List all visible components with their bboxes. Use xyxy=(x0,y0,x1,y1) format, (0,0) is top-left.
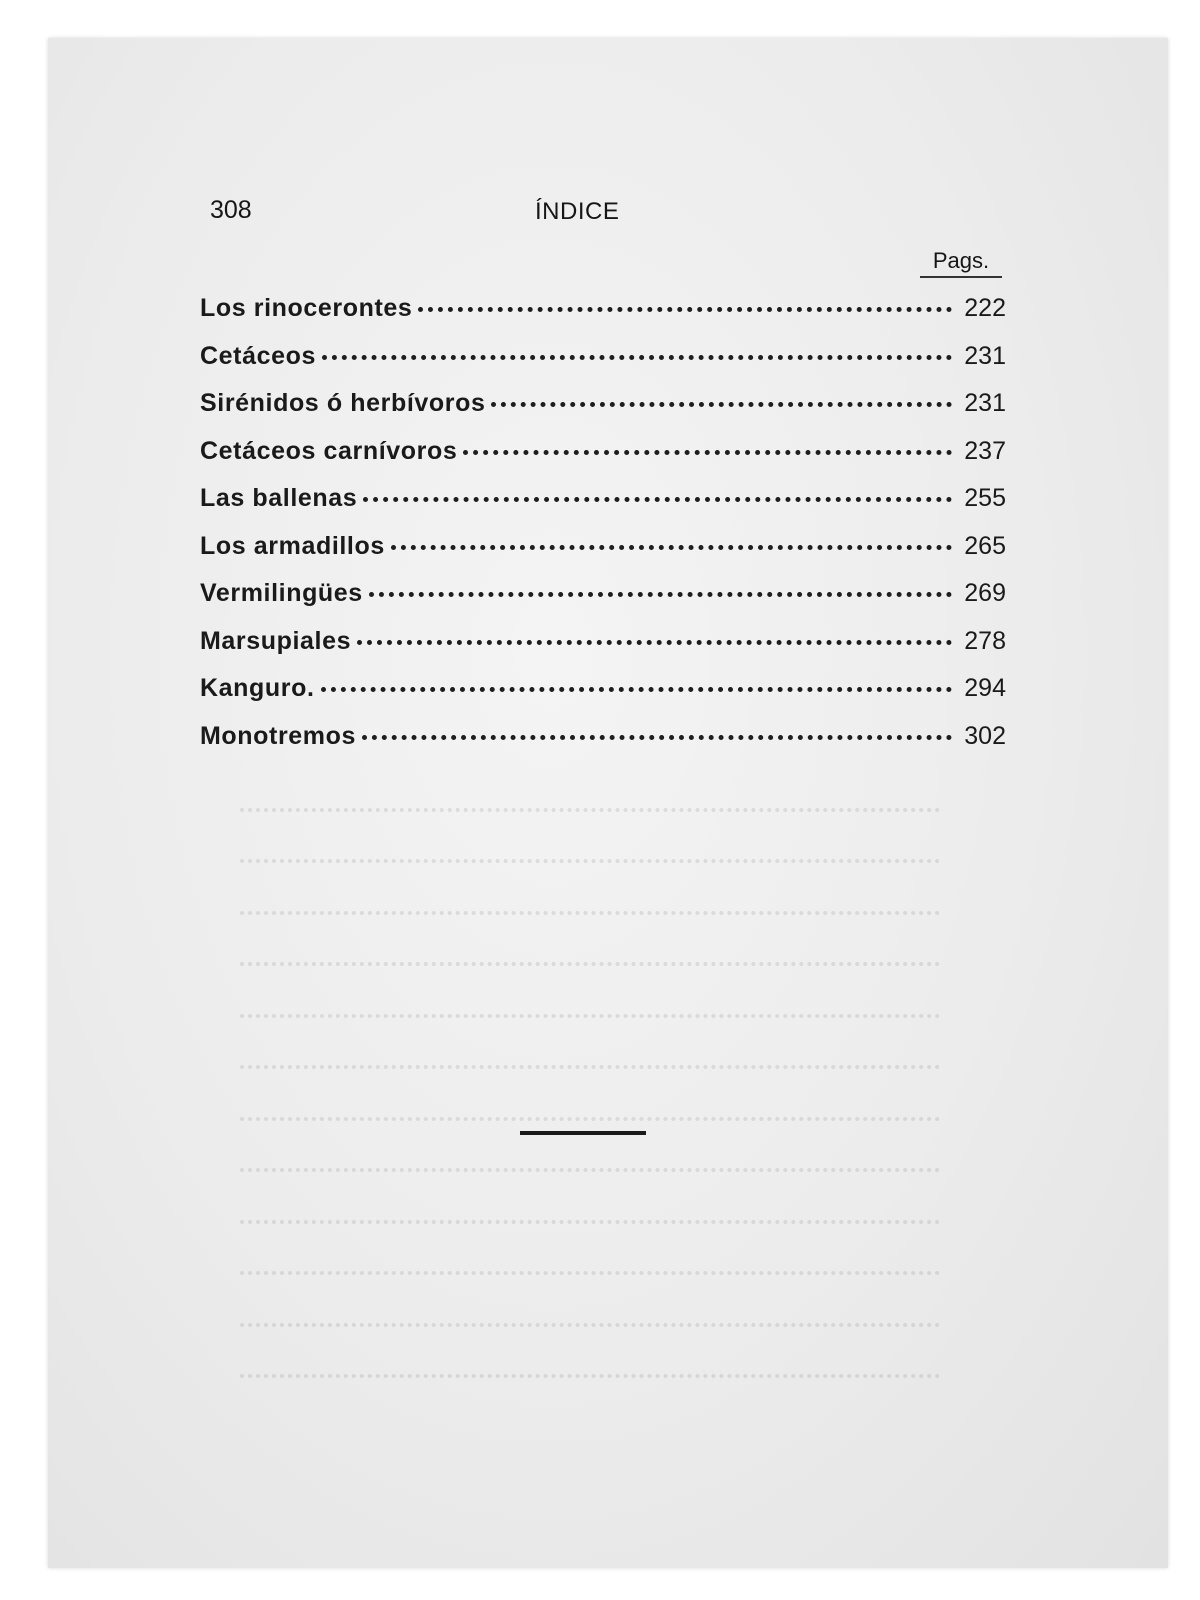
toc-entry-page: 302 xyxy=(964,721,1006,750)
toc-entry-page: 231 xyxy=(964,389,1006,417)
toc-entry xyxy=(200,532,1006,580)
dot-leader xyxy=(362,735,952,740)
bleed-through-row xyxy=(240,1224,940,1276)
dot-leader xyxy=(357,640,952,645)
dot-leader xyxy=(463,450,952,455)
bleed-through-row xyxy=(240,1275,940,1327)
toc-entry-page: 255 xyxy=(964,484,1006,512)
toc-entry xyxy=(200,579,1006,627)
bleed-through-texture xyxy=(180,760,980,1360)
dot-leader xyxy=(391,545,952,550)
toc-entry-page: 231 xyxy=(964,341,1006,370)
toc-entry xyxy=(200,294,1006,342)
pags-column-header: Pags. xyxy=(920,248,1002,278)
bleed-through-row xyxy=(240,863,940,915)
table-of-contents xyxy=(200,294,1006,769)
toc-entry xyxy=(200,674,1006,722)
toc-entry-page: 237 xyxy=(964,436,1006,465)
dot-leader xyxy=(321,687,952,692)
toc-entry-label: Marsupiales xyxy=(200,626,352,655)
end-rule-divider xyxy=(520,1131,646,1135)
toc-entry-page: 222 xyxy=(964,294,1006,322)
bleed-through-row xyxy=(240,760,940,812)
toc-entry-label: Kanguro. xyxy=(200,674,315,702)
bleed-through-row xyxy=(240,1327,940,1379)
toc-entry-label: Sirénidos ó herbívoros xyxy=(200,389,486,417)
bleed-through-row xyxy=(240,1069,940,1121)
toc-entry-page: 294 xyxy=(964,674,1006,702)
bleed-through-row xyxy=(240,812,940,864)
toc-entry-page: 269 xyxy=(964,579,1006,607)
bleed-through-row xyxy=(240,915,940,967)
page-number: 308 xyxy=(210,196,252,224)
bleed-through-row xyxy=(240,966,940,1018)
toc-entry-page: 265 xyxy=(964,531,1006,560)
bleed-through-row xyxy=(240,1172,940,1224)
page-title: ÍNDICE xyxy=(535,198,620,225)
toc-entry xyxy=(200,484,1006,532)
dot-leader xyxy=(363,497,952,502)
dot-leader xyxy=(322,355,952,360)
toc-entry-page: 278 xyxy=(964,626,1006,655)
toc-entry-label: Vermilingües xyxy=(200,579,363,607)
toc-entry xyxy=(200,627,1006,675)
toc-entry-label: Las ballenas xyxy=(200,484,358,512)
toc-entry-label: Cetáceos carnívoros xyxy=(200,436,458,465)
toc-entry-label: Los armadillos xyxy=(200,531,385,560)
toc-entry-label: Monotremos xyxy=(200,721,356,750)
dot-leader xyxy=(418,307,952,312)
toc-entry xyxy=(200,342,1006,390)
dot-leader xyxy=(369,592,952,597)
dot-leader xyxy=(491,402,952,407)
toc-entry-label: Los rinocerontes xyxy=(200,294,413,322)
toc-entry-label: Cetáceos xyxy=(200,341,316,370)
toc-entry xyxy=(200,389,1006,437)
bleed-through-row xyxy=(240,1018,940,1070)
toc-entry xyxy=(200,437,1006,485)
bleed-through-row xyxy=(240,1121,940,1173)
